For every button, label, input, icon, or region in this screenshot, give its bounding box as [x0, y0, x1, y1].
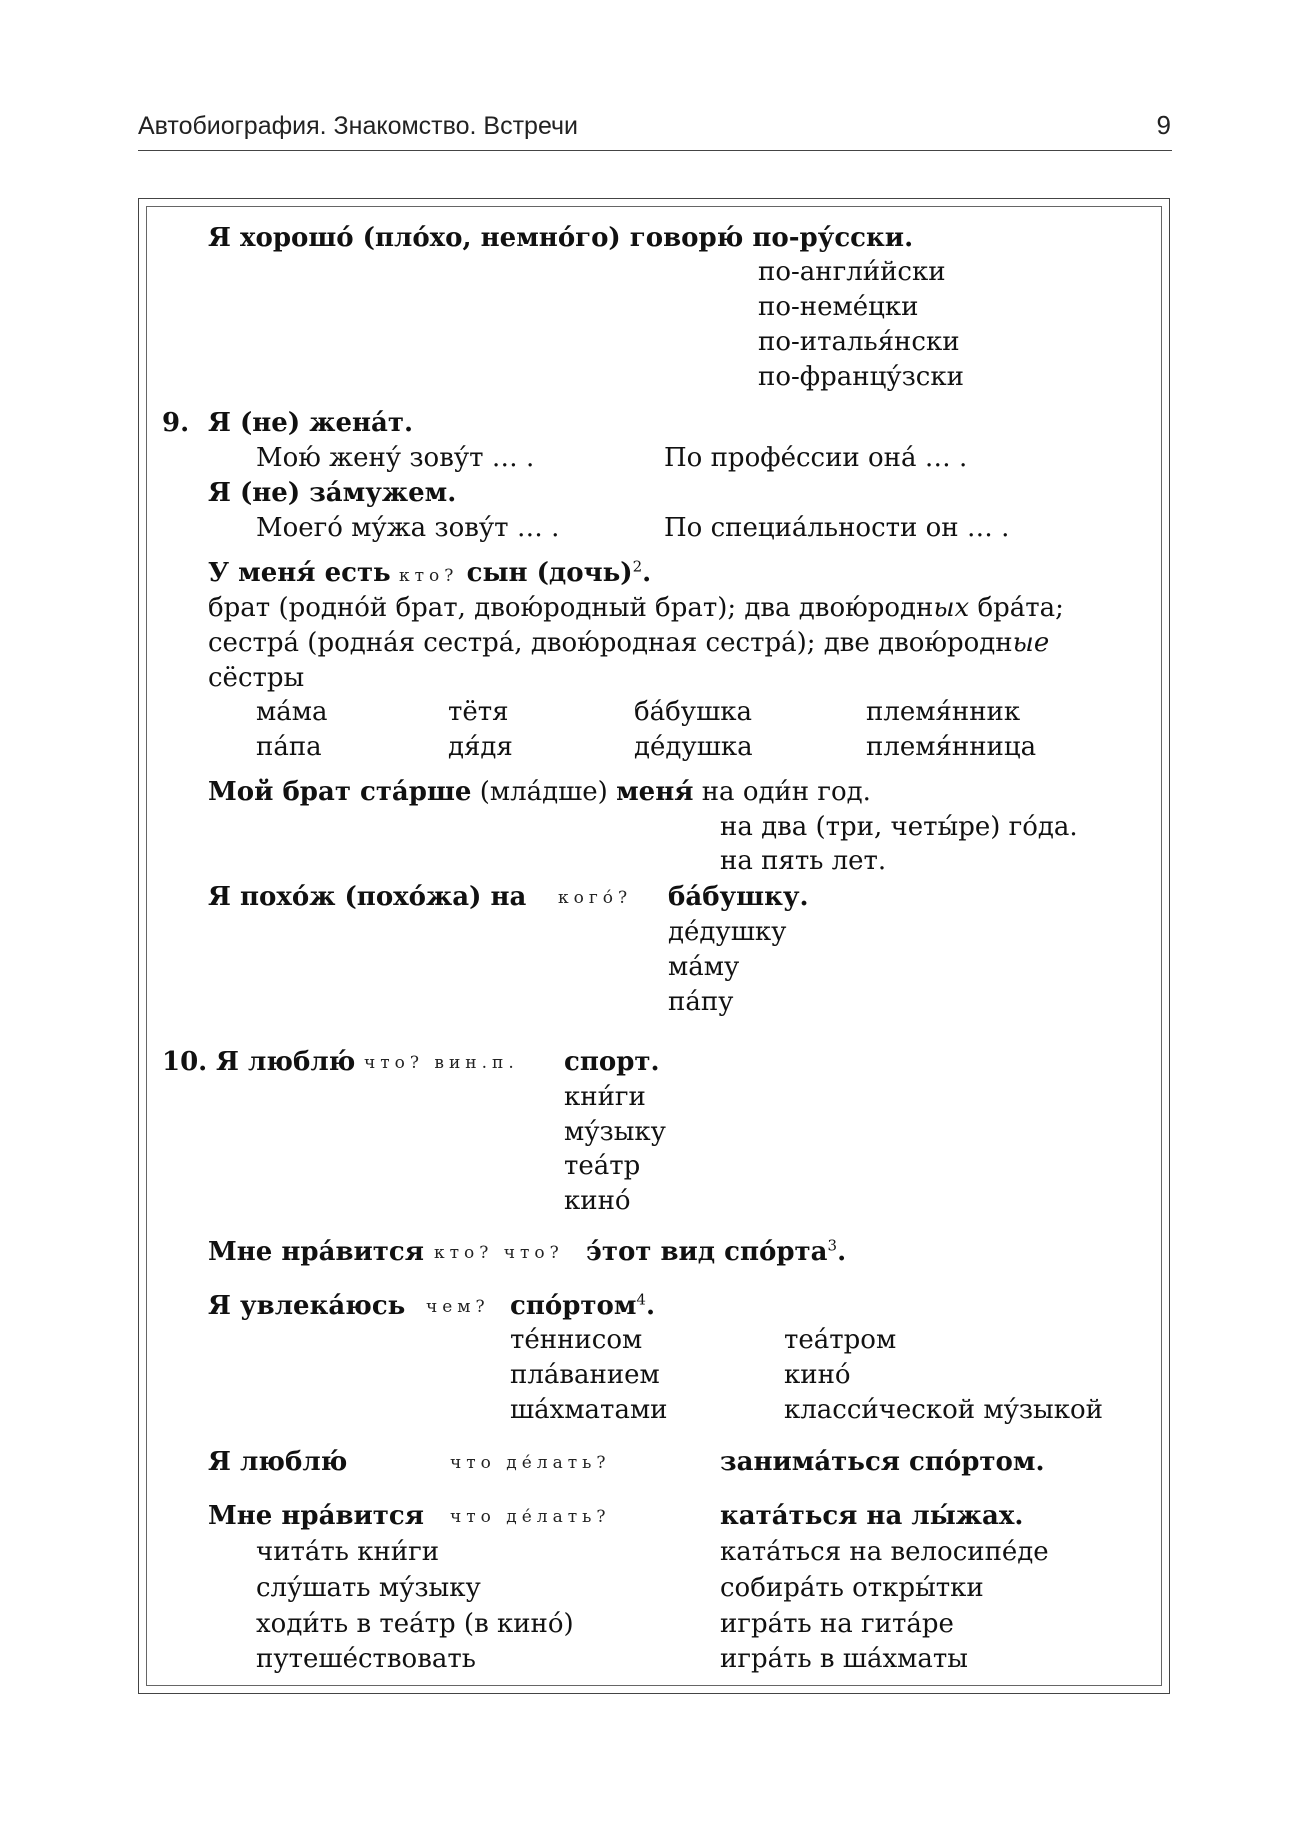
language-item: по-францу́зски [758, 362, 964, 392]
please-phrase: Мне нра́вится [208, 1237, 424, 1267]
wife-profession-phrase: По профе́ссии она́ … . [664, 443, 968, 473]
family-word: тётя [448, 697, 509, 727]
brothers-text: брат (родно́й брат, двою́родный брат); два двою́родн [208, 593, 934, 623]
age-pronoun: меня́ [616, 777, 694, 807]
grammar-question: чем? [426, 1297, 490, 1317]
grammar-question: что де́лать? [450, 1507, 611, 1527]
please-object-line: э́тот вид спо́рта$^3$. [586, 1236, 847, 1267]
wife-name-phrase: Мою́ жену́ зову́т … . [256, 443, 535, 473]
activity-item: ката́ться на велосипе́де [720, 1537, 1049, 1567]
family-word: де́душка [634, 732, 753, 762]
resemble-object: ба́бушку. [668, 882, 809, 912]
page-number: 9 [1156, 110, 1171, 140]
section-number-10: 10. [162, 1047, 208, 1077]
grammar-question: кто? что? [434, 1243, 564, 1263]
activity-item: игра́ть в ша́хматы [720, 1644, 968, 1674]
sisters-line [208, 627, 1049, 659]
love-item: теа́тр [564, 1151, 641, 1181]
husband-profession-phrase: По специа́льности он … . [664, 513, 1010, 543]
age-lead: Мой брат ста́рше [208, 777, 472, 807]
family-word: племя́нник [866, 697, 1021, 727]
resemble-item: па́пу [668, 987, 734, 1017]
activity-item: чита́ть кни́ги [256, 1537, 440, 1567]
activity-item: игра́ть на гита́ре [720, 1609, 954, 1639]
family-word: ба́бушка [634, 697, 753, 727]
hobby-item: кино́ [784, 1360, 851, 1390]
running-header-title: Автобиография. Знакомство. Встречи [138, 112, 579, 140]
grammar-question: кого́? [558, 888, 633, 908]
language-item: по-италья́нски [758, 327, 960, 357]
hobby-item: теа́тром [784, 1325, 897, 1355]
section-number-9: 9. [162, 408, 190, 438]
header-divider [138, 150, 1172, 151]
age-phrase [208, 776, 871, 808]
sisters-ending: ые [1012, 628, 1050, 658]
activity-item: ходи́ть в теа́тр (в кино́) [256, 1609, 574, 1639]
language-item: по-англи́йски [758, 257, 946, 287]
love-object: спорт. [564, 1047, 660, 1077]
age-variant: на пять лет. [720, 846, 887, 876]
resemble-item: де́душку [668, 917, 787, 947]
hobby-item: ша́хматами [510, 1395, 668, 1425]
hobby-object: спо́ртом [510, 1291, 637, 1321]
hobby-item: те́ннисом [510, 1325, 643, 1355]
love-item: му́зыку [564, 1117, 666, 1147]
hobby-item: класси́ческой му́зыкой [784, 1395, 1103, 1425]
activity-item: собира́ть откры́тки [720, 1573, 984, 1603]
footnote-mark: 3 [827, 1236, 838, 1255]
age-amount: на оди́н год. [693, 777, 871, 807]
husband-name-phrase: Моего́ му́жа зову́т … . [256, 513, 560, 543]
hobby-object-line: спо́ртом$^4$. [510, 1290, 656, 1321]
love-item: кни́ги [564, 1082, 646, 1112]
married-male-phrase: Я (не) жена́т. [208, 408, 414, 438]
married-female-phrase: Я (не) за́мужем. [208, 478, 457, 508]
please-object: э́тот вид спо́рта [586, 1237, 828, 1267]
activity-item: слу́шать му́зыку [256, 1573, 481, 1603]
brothers-tail: бра́та; [969, 593, 1064, 623]
family-word: племя́нница [866, 732, 1037, 762]
age-variant: на два (три, четы́ре) го́да. [720, 812, 1078, 842]
resemble-item: ма́му [668, 952, 740, 982]
age-alt: (мла́дше) [471, 777, 617, 807]
hobby-phrase: Я увлека́юсь [208, 1291, 406, 1321]
footnote-mark: 2 [632, 557, 643, 576]
family-word: па́па [256, 732, 322, 762]
have-object: сын (дочь) [466, 558, 633, 588]
sisters-line-continued: сёстры [208, 663, 305, 693]
love-phrase: Я люблю́ [216, 1047, 356, 1077]
have-children-phrase: У меня́ есть кто? сын (дочь)$^2$. [208, 557, 652, 588]
speak-russian-phrase: Я хорошо́ (пло́хо, немно́го) говорю́ по-ру́сски. [208, 223, 914, 253]
footnote-mark: 4 [636, 1290, 646, 1309]
have-lead: У меня́ есть [208, 558, 391, 588]
grammar-question: что де́лать? [450, 1453, 611, 1473]
love-activity-phrase: Я люблю́ [208, 1447, 348, 1477]
family-word: дя́дя [448, 732, 513, 762]
activity-item: путеше́ствовать [256, 1644, 476, 1674]
brothers-ending: ых [933, 593, 970, 623]
love-item: кино́ [564, 1186, 631, 1216]
resemble-phrase: Я похо́ж (похо́жа) на [208, 882, 527, 912]
love-activity-object: занима́ться спо́ртом. [720, 1447, 1045, 1477]
grammar-question: кто? [398, 566, 459, 586]
please-activity-phrase: Мне нра́вится [208, 1501, 424, 1531]
sisters-text: сестра́ (родна́я сестра́, двою́родная сестра́); две двою́родн [208, 628, 1013, 658]
language-item: по-неме́цки [758, 292, 919, 322]
please-activity-object: ката́ться на лы́жах. [720, 1501, 1024, 1531]
hobby-item: пла́ванием [510, 1360, 660, 1390]
brothers-line [208, 592, 1064, 624]
grammar-question: что? вин.п. [364, 1053, 519, 1073]
family-word: ма́ма [256, 697, 328, 727]
